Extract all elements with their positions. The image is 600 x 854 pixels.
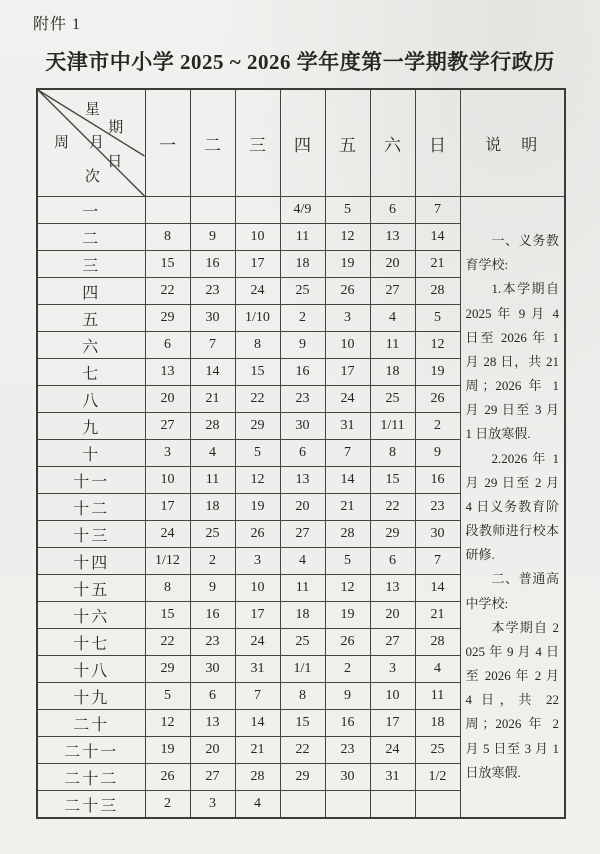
date-cell	[145, 197, 190, 224]
date-cell: 25	[415, 737, 460, 764]
date-cell: 29	[370, 521, 415, 548]
date-cell: 14	[325, 467, 370, 494]
date-cell: 20	[190, 737, 235, 764]
page-title: 天津市中小学 2025 ~ 2026 学年度第一学期教学行政历	[45, 50, 555, 74]
date-cell: 10	[325, 332, 370, 359]
date-cell: 9	[190, 224, 235, 251]
date-cell: 28	[325, 521, 370, 548]
week-number-cell: 八	[37, 386, 145, 413]
date-cell: 2	[415, 413, 460, 440]
date-cell: 19	[415, 359, 460, 386]
date-cell: 13	[190, 710, 235, 737]
date-cell: 24	[235, 629, 280, 656]
week-number-cell: 十九	[37, 683, 145, 710]
notes-paragraph: 二、普通高中学校:	[465, 571, 559, 611]
date-cell: 26	[145, 764, 190, 791]
date-cell: 2	[145, 791, 190, 819]
date-cell: 7	[415, 548, 460, 575]
week-number-cell: 六	[37, 332, 145, 359]
date-cell: 19	[325, 251, 370, 278]
date-cell: 27	[145, 413, 190, 440]
notes-paragraph: 本学期自 2025 年 9 月 4 日至 2026 年 2 月 4 日，共 22 周；2026 年 2 月 5 日至 3 月 1 日放寒假.	[465, 619, 559, 780]
date-cell: 16	[415, 467, 460, 494]
date-cell: 8	[370, 440, 415, 467]
date-cell: 16	[190, 251, 235, 278]
week-number-cell: 二十	[37, 710, 145, 737]
date-cell: 11	[190, 467, 235, 494]
date-cell: 17	[370, 710, 415, 737]
date-cell	[235, 197, 280, 224]
date-cell: 6	[370, 197, 415, 224]
date-cell: 28	[235, 764, 280, 791]
week-number-cell: 九	[37, 413, 145, 440]
date-cell: 13	[280, 467, 325, 494]
date-cell: 3	[235, 548, 280, 575]
date-cell: 30	[280, 413, 325, 440]
notes-paragraph: 2.2026 年 1 月 29 日至 2 月 4 日义务教育阶段教师进行校本研修.	[465, 450, 559, 563]
date-cell	[325, 791, 370, 819]
notes-paragraph: 1.本学期自 2025 年 9 月 4 日至 2026 年 1 月 28 日，共 21 周；2026 年 1 月 29 日至 3 月 1 日放寒假.	[465, 281, 559, 442]
week-number-cell: 二十二	[37, 764, 145, 791]
date-cell: 30	[415, 521, 460, 548]
calendar-week-row	[37, 197, 565, 224]
date-cell: 21	[415, 602, 460, 629]
date-cell: 1/1	[280, 656, 325, 683]
date-cell: 4	[280, 548, 325, 575]
corner-label-week-char1: 周	[53, 134, 69, 151]
date-cell: 30	[190, 656, 235, 683]
date-cell: 22	[280, 737, 325, 764]
date-cell: 15	[280, 710, 325, 737]
date-cell: 12	[235, 467, 280, 494]
day-header-sat: 六	[370, 89, 415, 197]
date-cell: 29	[145, 305, 190, 332]
date-cell: 4	[415, 656, 460, 683]
date-cell: 4	[370, 305, 415, 332]
date-cell: 19	[145, 737, 190, 764]
date-cell: 16	[280, 359, 325, 386]
date-cell: 3	[370, 656, 415, 683]
date-cell: 24	[325, 386, 370, 413]
date-cell: 23	[280, 386, 325, 413]
date-cell: 1/10	[235, 305, 280, 332]
date-cell: 20	[370, 602, 415, 629]
date-cell: 6	[280, 440, 325, 467]
date-cell: 16	[325, 710, 370, 737]
date-cell: 5	[325, 548, 370, 575]
date-cell: 24	[145, 521, 190, 548]
date-cell: 27	[370, 629, 415, 656]
day-header-thu: 四	[280, 89, 325, 197]
corner-label-day-char: 日	[107, 153, 123, 170]
date-cell: 1/2	[415, 764, 460, 791]
date-cell: 11	[370, 332, 415, 359]
date-cell: 25	[370, 386, 415, 413]
day-header-sun: 日	[415, 89, 460, 197]
date-cell: 28	[190, 413, 235, 440]
date-cell: 13	[145, 359, 190, 386]
date-cell: 21	[325, 494, 370, 521]
day-header-mon: 一	[145, 89, 190, 197]
date-cell: 28	[415, 629, 460, 656]
date-cell: 31	[325, 413, 370, 440]
date-cell: 10	[145, 467, 190, 494]
date-cell: 10	[235, 224, 280, 251]
date-cell: 26	[415, 386, 460, 413]
date-cell: 31	[370, 764, 415, 791]
date-cell: 20	[370, 251, 415, 278]
date-cell: 15	[145, 602, 190, 629]
date-cell	[415, 791, 460, 819]
date-cell: 11	[280, 575, 325, 602]
date-cell: 17	[325, 359, 370, 386]
day-header-wed: 三	[235, 89, 280, 197]
week-number-cell: 十	[37, 440, 145, 467]
date-cell: 24	[370, 737, 415, 764]
date-cell: 24	[235, 278, 280, 305]
date-cell: 2	[190, 548, 235, 575]
date-cell: 22	[145, 629, 190, 656]
date-cell: 2	[280, 305, 325, 332]
week-number-cell: 十五	[37, 575, 145, 602]
date-cell: 8	[235, 332, 280, 359]
week-number-cell: 三	[37, 251, 145, 278]
week-number-cell: 二十三	[37, 791, 145, 819]
week-number-cell: 十一	[37, 467, 145, 494]
date-cell: 23	[325, 737, 370, 764]
date-cell: 17	[235, 251, 280, 278]
date-cell: 29	[280, 764, 325, 791]
date-cell: 3	[325, 305, 370, 332]
week-number-cell: 十八	[37, 656, 145, 683]
date-cell: 16	[190, 602, 235, 629]
week-number-cell: 五	[37, 305, 145, 332]
date-cell: 8	[280, 683, 325, 710]
date-cell: 14	[415, 224, 460, 251]
date-cell: 13	[370, 575, 415, 602]
week-number-cell: 四	[37, 278, 145, 305]
date-cell: 20	[145, 386, 190, 413]
date-cell: 26	[325, 278, 370, 305]
week-number-cell: 十四	[37, 548, 145, 575]
corner-label-month-char: 月	[89, 134, 105, 151]
date-cell: 17	[145, 494, 190, 521]
corner-header-cell	[37, 89, 145, 197]
date-cell: 3	[190, 791, 235, 819]
date-cell: 4	[235, 791, 280, 819]
date-cell: 14	[235, 710, 280, 737]
date-cell: 11	[280, 224, 325, 251]
notes-cell	[460, 197, 565, 819]
date-cell: 28	[415, 278, 460, 305]
date-cell: 15	[145, 251, 190, 278]
calendar-body	[37, 197, 565, 819]
date-cell: 12	[325, 575, 370, 602]
date-cell: 4/9	[280, 197, 325, 224]
date-cell: 29	[145, 656, 190, 683]
date-cell: 7	[325, 440, 370, 467]
date-cell: 21	[415, 251, 460, 278]
date-cell: 8	[145, 224, 190, 251]
date-cell: 25	[280, 629, 325, 656]
date-cell: 10	[370, 683, 415, 710]
date-cell: 5	[415, 305, 460, 332]
week-number-cell: 十七	[37, 629, 145, 656]
corner-label-weekday-char1: 星	[84, 101, 100, 118]
date-cell: 8	[145, 575, 190, 602]
date-cell: 5	[235, 440, 280, 467]
date-cell: 1/12	[145, 548, 190, 575]
date-cell: 26	[325, 629, 370, 656]
date-cell	[190, 197, 235, 224]
date-cell: 29	[235, 413, 280, 440]
date-cell: 18	[280, 602, 325, 629]
day-header-tue: 二	[190, 89, 235, 197]
date-cell: 23	[190, 278, 235, 305]
date-cell	[370, 791, 415, 819]
calendar-table	[36, 88, 566, 819]
day-header-fri: 五	[325, 89, 370, 197]
date-cell: 13	[370, 224, 415, 251]
date-cell: 23	[190, 629, 235, 656]
date-cell: 27	[190, 764, 235, 791]
date-cell: 6	[145, 332, 190, 359]
notes-paragraph: 一、义务教育学校:	[465, 233, 559, 273]
date-cell: 18	[190, 494, 235, 521]
date-cell: 25	[280, 278, 325, 305]
date-cell: 25	[190, 521, 235, 548]
week-number-cell: 二	[37, 224, 145, 251]
date-cell: 12	[415, 332, 460, 359]
week-number-cell: 一	[37, 197, 145, 224]
date-cell: 7	[415, 197, 460, 224]
header-row	[37, 89, 565, 197]
date-cell: 22	[235, 386, 280, 413]
date-cell: 7	[190, 332, 235, 359]
date-cell: 10	[235, 575, 280, 602]
corner-label-week-char2: 次	[84, 168, 100, 185]
date-cell: 31	[235, 656, 280, 683]
date-cell: 12	[145, 710, 190, 737]
date-cell: 30	[325, 764, 370, 791]
date-cell: 19	[235, 494, 280, 521]
date-cell: 9	[280, 332, 325, 359]
date-cell: 5	[145, 683, 190, 710]
date-cell: 2	[325, 656, 370, 683]
date-cell: 18	[370, 359, 415, 386]
date-cell: 9	[190, 575, 235, 602]
date-cell: 27	[280, 521, 325, 548]
date-cell	[280, 791, 325, 819]
date-cell: 22	[370, 494, 415, 521]
week-number-cell: 七	[37, 359, 145, 386]
date-cell: 21	[235, 737, 280, 764]
date-cell: 15	[235, 359, 280, 386]
date-cell: 4	[190, 440, 235, 467]
date-cell: 17	[235, 602, 280, 629]
date-cell: 6	[190, 683, 235, 710]
date-cell: 18	[415, 710, 460, 737]
week-number-cell: 十三	[37, 521, 145, 548]
date-cell: 14	[415, 575, 460, 602]
corner-label-weekday-char2: 期	[108, 119, 124, 136]
date-cell: 22	[145, 278, 190, 305]
date-cell: 5	[325, 197, 370, 224]
date-cell: 6	[370, 548, 415, 575]
date-cell: 20	[280, 494, 325, 521]
notes-header-cell: 说 明	[460, 89, 565, 197]
date-cell: 9	[415, 440, 460, 467]
date-cell: 12	[325, 224, 370, 251]
date-cell: 9	[325, 683, 370, 710]
date-cell: 1/11	[370, 413, 415, 440]
week-number-cell: 二十一	[37, 737, 145, 764]
week-number-cell: 十六	[37, 602, 145, 629]
date-cell: 3	[145, 440, 190, 467]
date-cell: 14	[190, 359, 235, 386]
date-cell: 18	[280, 251, 325, 278]
attachment-label: 附件 1	[33, 16, 82, 33]
week-number-cell: 十二	[37, 494, 145, 521]
date-cell: 21	[190, 386, 235, 413]
date-cell: 23	[415, 494, 460, 521]
date-cell: 27	[370, 278, 415, 305]
date-cell: 30	[190, 305, 235, 332]
date-cell: 11	[415, 683, 460, 710]
date-cell: 26	[235, 521, 280, 548]
date-cell: 15	[370, 467, 415, 494]
date-cell: 19	[325, 602, 370, 629]
date-cell: 7	[235, 683, 280, 710]
